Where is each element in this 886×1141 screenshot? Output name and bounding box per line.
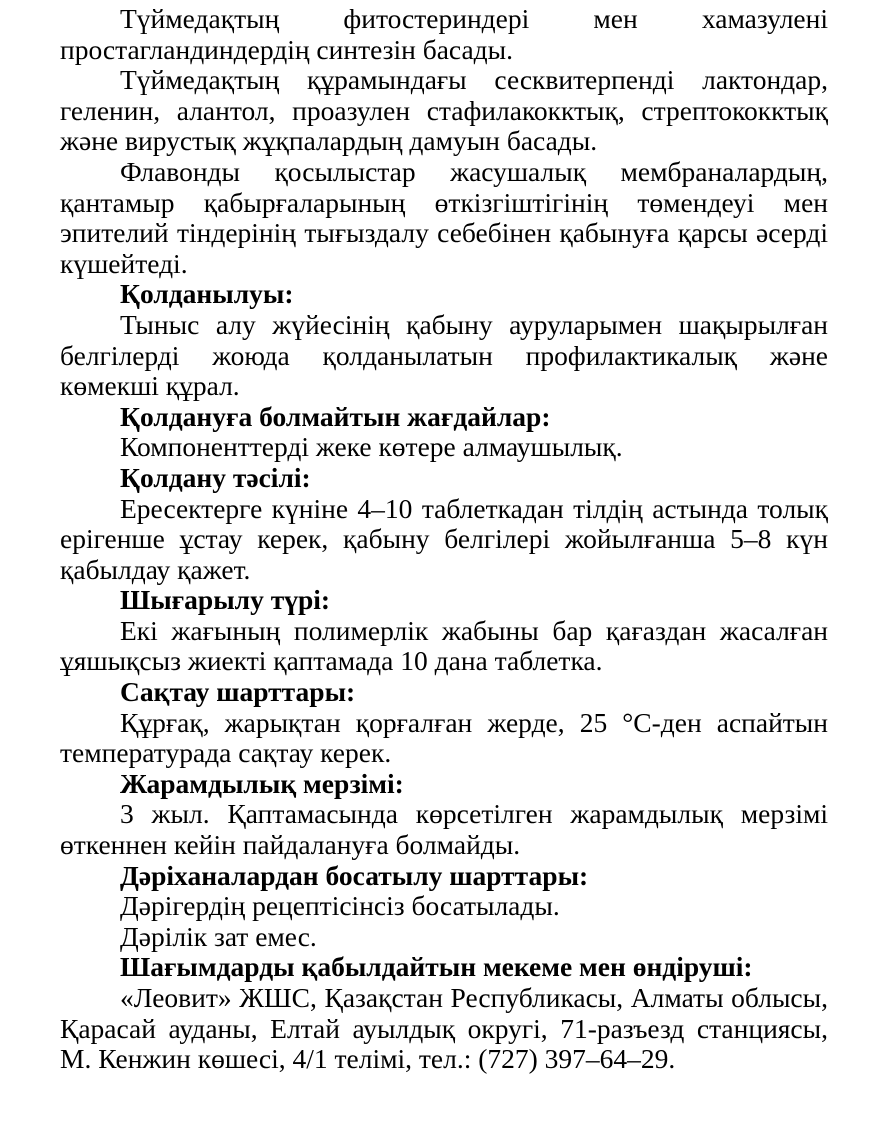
text-method: Ересектерге күніне 4–10 таблеткадан тілдің астында толық ерігенше ұстау керек, қабыну белгілері жойылғанша 5–8 күн қабылдау қажет. xyxy=(60,492,828,585)
heading-contraindications: Қолдануға болмайтын жағдайлар: xyxy=(120,400,551,432)
heading-method: Қолдану тәсілі: xyxy=(120,461,311,493)
paragraph-flavonoids: Флавонды қосылыстар жасушалық мембраналардың, қантамыр қабырғаларының өткізгіштігінің төмендеуі мен эпителий тіндерінің тығыздалу себебінен қабынуға қарсы әсерді күшейтеді. xyxy=(60,155,828,279)
heading-complaints: Шағымдарды қабылдайтын мекеме мен өндіруші: xyxy=(120,951,753,983)
text-usage: Тыныс алу жүйесінің қабыну ауруларымен шақырылған белгілерді жоюда қолданылатын профилактикалық және көмекші құрал. xyxy=(60,308,828,402)
text-complaints: «Леовит» ЖШС, Қазақстан Республикасы, Алматы облысы, Қарасай ауданы, Елтай ауылдық округі, 71-разъезд станциясы, М. Кенжин көшесі, 4/1 телімі, тел.: (727) 397–64–29. xyxy=(60,982,828,1075)
text-not-drug: Дәрілік зат емес. xyxy=(120,920,317,952)
heading-release-form: Шығарылу түрі: xyxy=(120,584,331,616)
paragraph-phytosterols: Түймедақтың фитостериндері мен хамазулені простагландиндердің синтезін басады. xyxy=(60,3,828,65)
text-dispensing: Дәрігердің рецептісінсіз босатылады. xyxy=(120,890,560,922)
text-shelf-life: 3 жыл. Қаптамасында көрсетілген жарамдылық мерзімі өткеннен кейін пайдалануға болмайды. xyxy=(60,798,828,861)
text-release-form: Екі жағының полимерлік жабыны бар қағаздан жасалған ұяшықсыз жиекті қаптамада 10 дана таблетка. xyxy=(60,614,828,677)
text-contraindications: Компоненттерді жеке көтере алмаушылық. xyxy=(120,431,623,463)
document-page xyxy=(60,4,828,1075)
paragraph-sesquiterpene: Түймедақтың құрамындағы сесквитерпенді лактондар, геленин, алантол, проазулен стафилакокктық, стрептококктық және вирустық жұқпалардың дамуын басады. xyxy=(60,64,828,157)
heading-storage: Сақтау шарттары: xyxy=(120,676,356,708)
heading-usage: Қолданылуы: xyxy=(120,278,294,310)
heading-shelf-life: Жарамдылық мерзімі: xyxy=(120,767,404,799)
heading-dispensing: Дәріханалардан босатылу шарттары: xyxy=(120,859,589,891)
text-storage: Құрғақ, жарықтан қорғалған жерде, 25 °С-ден аспайтын температурада сақтау керек. xyxy=(60,706,828,769)
